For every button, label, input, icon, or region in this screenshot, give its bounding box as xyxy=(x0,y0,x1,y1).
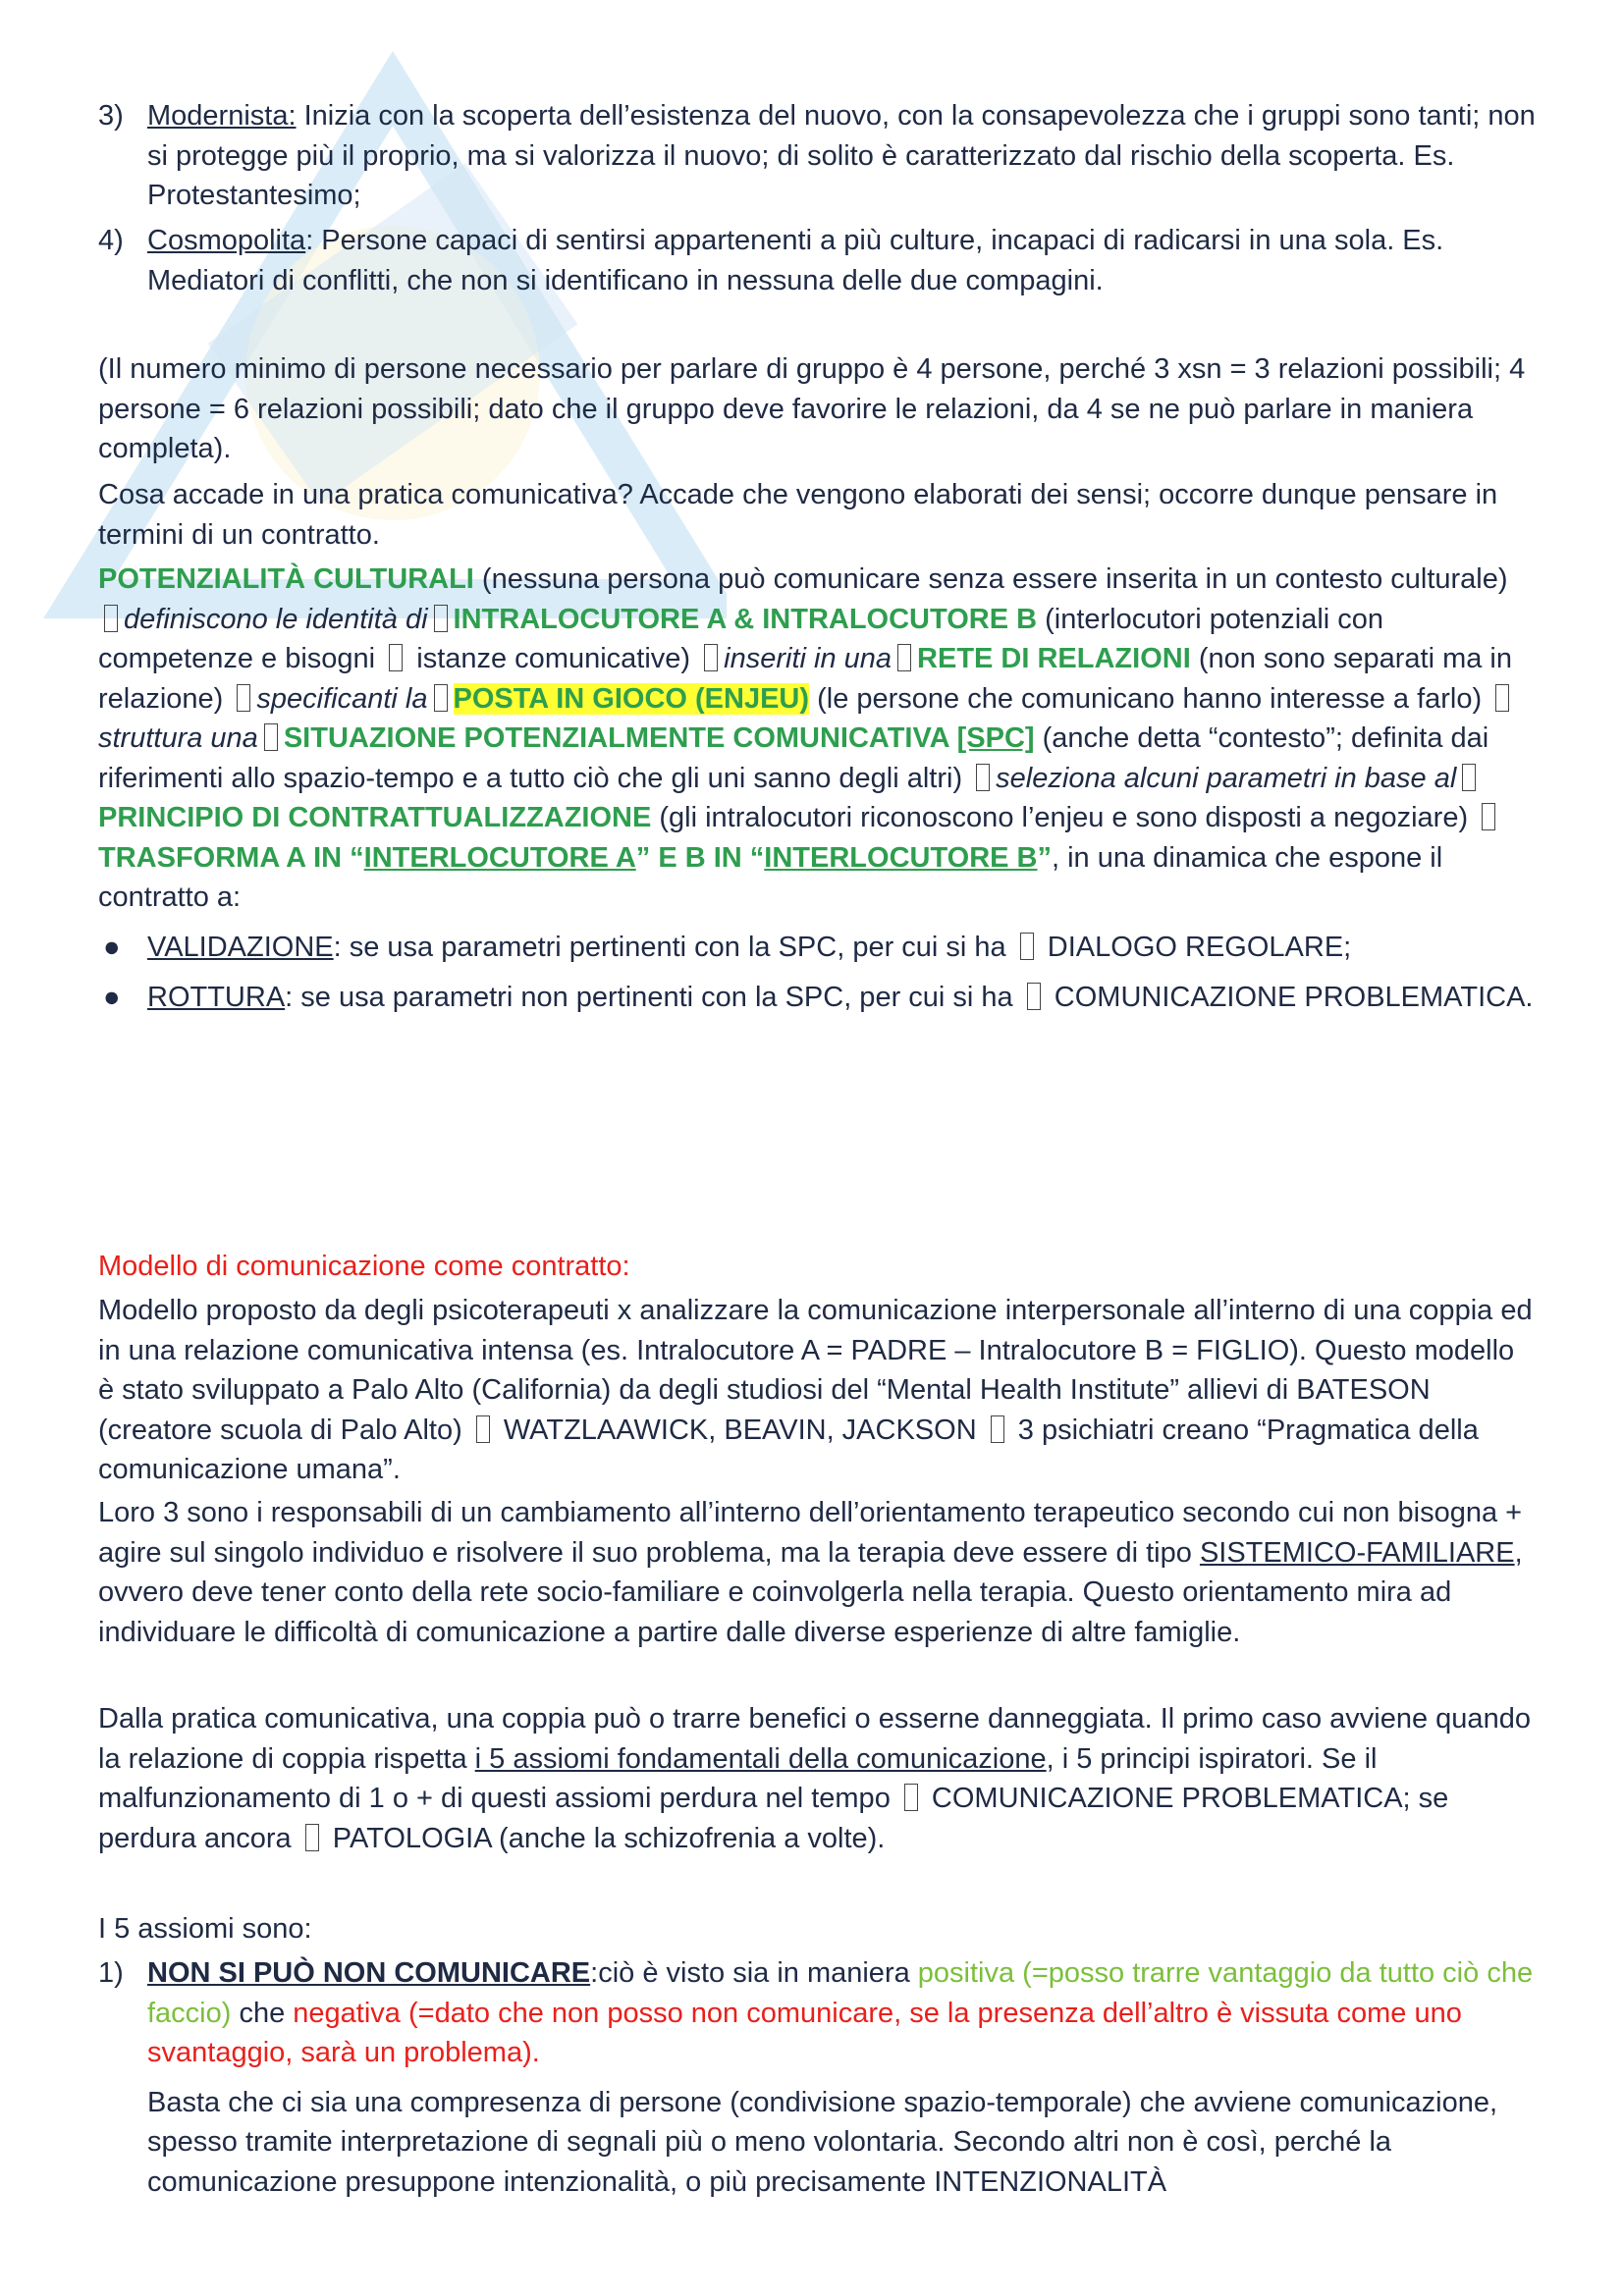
model-term: SISTEMICO-FAMILIARE xyxy=(1199,1536,1515,1569)
model-text: Loro 3 sono i responsabili di un cambiamento all’interno dell’orientamento terapeutico secondo cui non bisogna + agire sul singolo individuo e risolvere il suo problema, ma la terapia deve essere di tipo xyxy=(98,1497,1523,1569)
arrow-box-icon xyxy=(434,605,448,632)
arrow-box-icon xyxy=(434,684,448,712)
bullet-rottura xyxy=(103,978,1537,1018)
model-text: COMUNICAZIONE PROBLEMATICA; se perdura ancora xyxy=(98,1783,1449,1854)
flow-text: , in una dinamica che espone il contratto a: xyxy=(98,841,1443,913)
assioma-text: :ciò è visto sia in maniera xyxy=(590,1957,918,1989)
paragraph-model-3 xyxy=(98,1699,1537,1858)
flow-text: (nessuna persona può comunicare senza essere inserita in un contesto culturale) xyxy=(473,563,1508,595)
arrow-box-icon xyxy=(897,644,911,671)
arrow-box-icon xyxy=(237,684,250,712)
bullet-result: DIALOGO REGOLARE; xyxy=(1039,932,1352,963)
arrow-box-icon xyxy=(976,764,990,791)
arrow-box-icon xyxy=(476,1415,490,1443)
list-item-modernista xyxy=(98,96,1537,216)
flow-verb: struttura una xyxy=(98,722,258,754)
arrow-box-icon xyxy=(991,1415,1004,1443)
flow-text: istanze comunicative) xyxy=(408,643,699,674)
bullet-dot-icon: ● xyxy=(103,982,121,1013)
model-text: PATOLOGIA (anche la schizofrenia a volte). xyxy=(324,1822,886,1854)
term-modernista: Modernista: xyxy=(147,100,297,132)
flow-verb: specificanti la xyxy=(256,682,428,715)
arrow-box-icon xyxy=(904,1784,918,1811)
model-text: Dalla pratica comunicativa, una coppia può o trarre benefici o esserne danneggiata. Il primo caso avviene quando la relazione di coppia rispetta xyxy=(98,1703,1531,1775)
list-number: 3) xyxy=(98,100,124,132)
paragraph-pratica: Cosa accade in una pratica comunicativa? Accade che vengono elaborati dei sensi; occorre dunque pensare in termini di un contratto. xyxy=(98,479,1498,551)
term-cosmopolita: Cosmopolita xyxy=(147,225,306,256)
flow-interlocutore-a: INTERLOCUTORE A xyxy=(363,841,636,874)
bullet-text: : se usa parametri non pertinenti con la SPC, per cui si ha xyxy=(285,982,1021,1013)
model-text: Modello proposto da degli psicoterapeuti x analizzare la comunicazione interpersonale all’interno di una coppia ed in una relazione comunicativa intensa (es. Intralocutore A = PADRE – Intralocutore B = FIGLIO). Questo modello è stato sviluppato a Palo Alto (California) da degli studiosi del “Mental Health Institute” allievi di BATESON (creatore scuola di Palo Alto) xyxy=(98,1295,1533,1446)
list-number: 4) xyxy=(98,225,124,256)
definition-text: Inizia con la scoperta dell’esistenza del nuovo, con la consapevolezza che i gruppi sono tanti; non si protegge più il proprio, ma si valorizza il nuovo; di solito è caratterizzato dal rischio della scoperta. Es. Protestantesimo; xyxy=(147,100,1536,211)
flow-trasforma: ” xyxy=(1037,841,1052,874)
list-number: 1) xyxy=(98,1957,124,1989)
flow-verb: seleziona alcuni parametri in base al xyxy=(996,762,1457,794)
paragraph-model-2 xyxy=(98,1493,1537,1652)
bullet-validazione xyxy=(103,928,1537,968)
flow-trasforma: TRASFORMA A IN “ xyxy=(98,841,364,874)
flow-spc-abbr: [SPC] xyxy=(956,722,1035,754)
arrow-box-icon xyxy=(264,723,278,751)
model-text: , ovvero deve tener conto della rete socio-familiare e coinvolgerla nella terapia. Questo orientamento mira ad individuare le difficoltà di comunicazione a partire dalle diverse esperienze di altre famiglie. xyxy=(98,1536,1523,1648)
arrow-box-icon xyxy=(1482,803,1495,830)
flow-posta-in-gioco: POSTA IN GIOCO (ENJEU) xyxy=(453,682,810,715)
arrow-box-icon xyxy=(104,605,118,632)
flow-intralocutori: INTRALOCUTORE A & INTRALOCUTORE B xyxy=(453,603,1038,635)
flow-principio: PRINCIPIO DI CONTRATTUALIZZAZIONE xyxy=(98,802,652,833)
arrow-box-icon xyxy=(1462,764,1476,791)
arrow-box-icon xyxy=(1027,983,1041,1010)
section-heading: Modello di comunicazione come contratto: xyxy=(98,1251,630,1282)
flow-text: (le persone che comunicano hanno interesse a farlo) xyxy=(809,682,1490,715)
bullet-dot-icon: ● xyxy=(103,932,121,963)
flow-rete: RETE DI RELAZIONI xyxy=(917,643,1191,674)
flow-interlocutore-b: INTERLOCUTORE B xyxy=(764,841,1038,874)
flow-text: (interlocutori potenziali con competenze e bisogni xyxy=(98,603,1384,674)
flow-spc: SITUAZIONE POTENZIALMENTE COMUNICATIVA xyxy=(283,722,957,754)
assiomi-intro: I 5 assiomi sono: xyxy=(98,1913,312,1945)
model-text: , i 5 principi ispiratori. Se il malfunzionamento di 1 o + di questi assiomi perdura nel tempo xyxy=(98,1742,1378,1814)
arrow-box-icon xyxy=(389,644,403,671)
model-names: WATZLAAWICK, BEAVIN, JACKSON xyxy=(495,1414,985,1446)
paragraph-gruppo: (Il numero minimo di persone necessario per parlare di gruppo è 4 persone, perché 3 xsn = 3 relazioni possibili; 4 persone = 6 relazioni possibili; dato che il gruppo deve favorire le relazioni, da 4 se ne può parlare in maniera completa). xyxy=(98,353,1526,464)
flow-potenzialita: POTENZIALITÀ CULTURALI xyxy=(98,563,474,595)
flow-trasforma: ” E B IN “ xyxy=(635,841,765,874)
assioma-1 xyxy=(98,1953,1537,2202)
flow-text: (anche detta “contesto”; definita dai riferimenti allo spazio-tempo e a tutto ciò che gli uni sanno degli altri) xyxy=(98,722,1489,794)
bullet-term: VALIDAZIONE xyxy=(147,932,334,963)
arrow-box-icon xyxy=(305,1824,319,1851)
assioma-positive: positiva (=posso trarre vantaggio da tutto ciò che faccio) xyxy=(147,1957,1534,2029)
arrow-box-icon xyxy=(704,644,718,671)
bullet-result: COMUNICAZIONE PROBLEMATICA. xyxy=(1046,982,1534,1013)
assioma-negative: negativa (=dato che non posso non comunicare, se la presenza dell’altro è vissuta come uno svantaggio, sarà un problema). xyxy=(147,1997,1462,2068)
assioma-text: che xyxy=(231,1997,294,2029)
arrow-box-icon xyxy=(1495,684,1509,712)
bullet-text: : se usa parametri pertinenti con la SPC, per cui si ha xyxy=(333,932,1014,963)
arrow-box-icon xyxy=(1020,933,1034,960)
flow-text: (gli intralocutori riconoscono l’enjeu e sono disposti a negoziare) xyxy=(651,802,1477,833)
flow-verb: inseriti in una xyxy=(724,643,893,674)
assioma-title: NON SI PUÒ NON COMUNICARE xyxy=(147,1957,591,1989)
flow-text: (non sono separati ma in relazione) xyxy=(98,643,1513,715)
bullet-term: ROTTURA xyxy=(147,982,286,1013)
definition-text: : Persone capaci di sentirsi appartenenti a più culture, incapaci di radicarsi in una sola. Es. Mediatori di conflitti, che non si identificano in nessuna delle due compagini. xyxy=(147,225,1444,296)
model-term: i 5 assiomi fondamentali della comunicazione xyxy=(474,1742,1047,1775)
paragraph-model-1 xyxy=(98,1291,1537,1490)
paragraph-flow xyxy=(98,560,1537,918)
list-item-cosmopolita xyxy=(98,221,1537,300)
model-text: 3 psichiatri creano “Pragmatica della comunicazione umana”. xyxy=(98,1414,1479,1485)
flow-verb: definiscono le identità di xyxy=(124,603,428,635)
assioma-paragraph: Basta che ci sia una compresenza di persone (condivisione spazio-temporale) che avviene comunicazione, spesso tramite interpretazione di segnali più o meno volontaria. Secondo altri non è così, perché la comunicazione presuppone intenzionalità, o più precisamente INTENZIONALITÀ xyxy=(147,2086,1498,2198)
